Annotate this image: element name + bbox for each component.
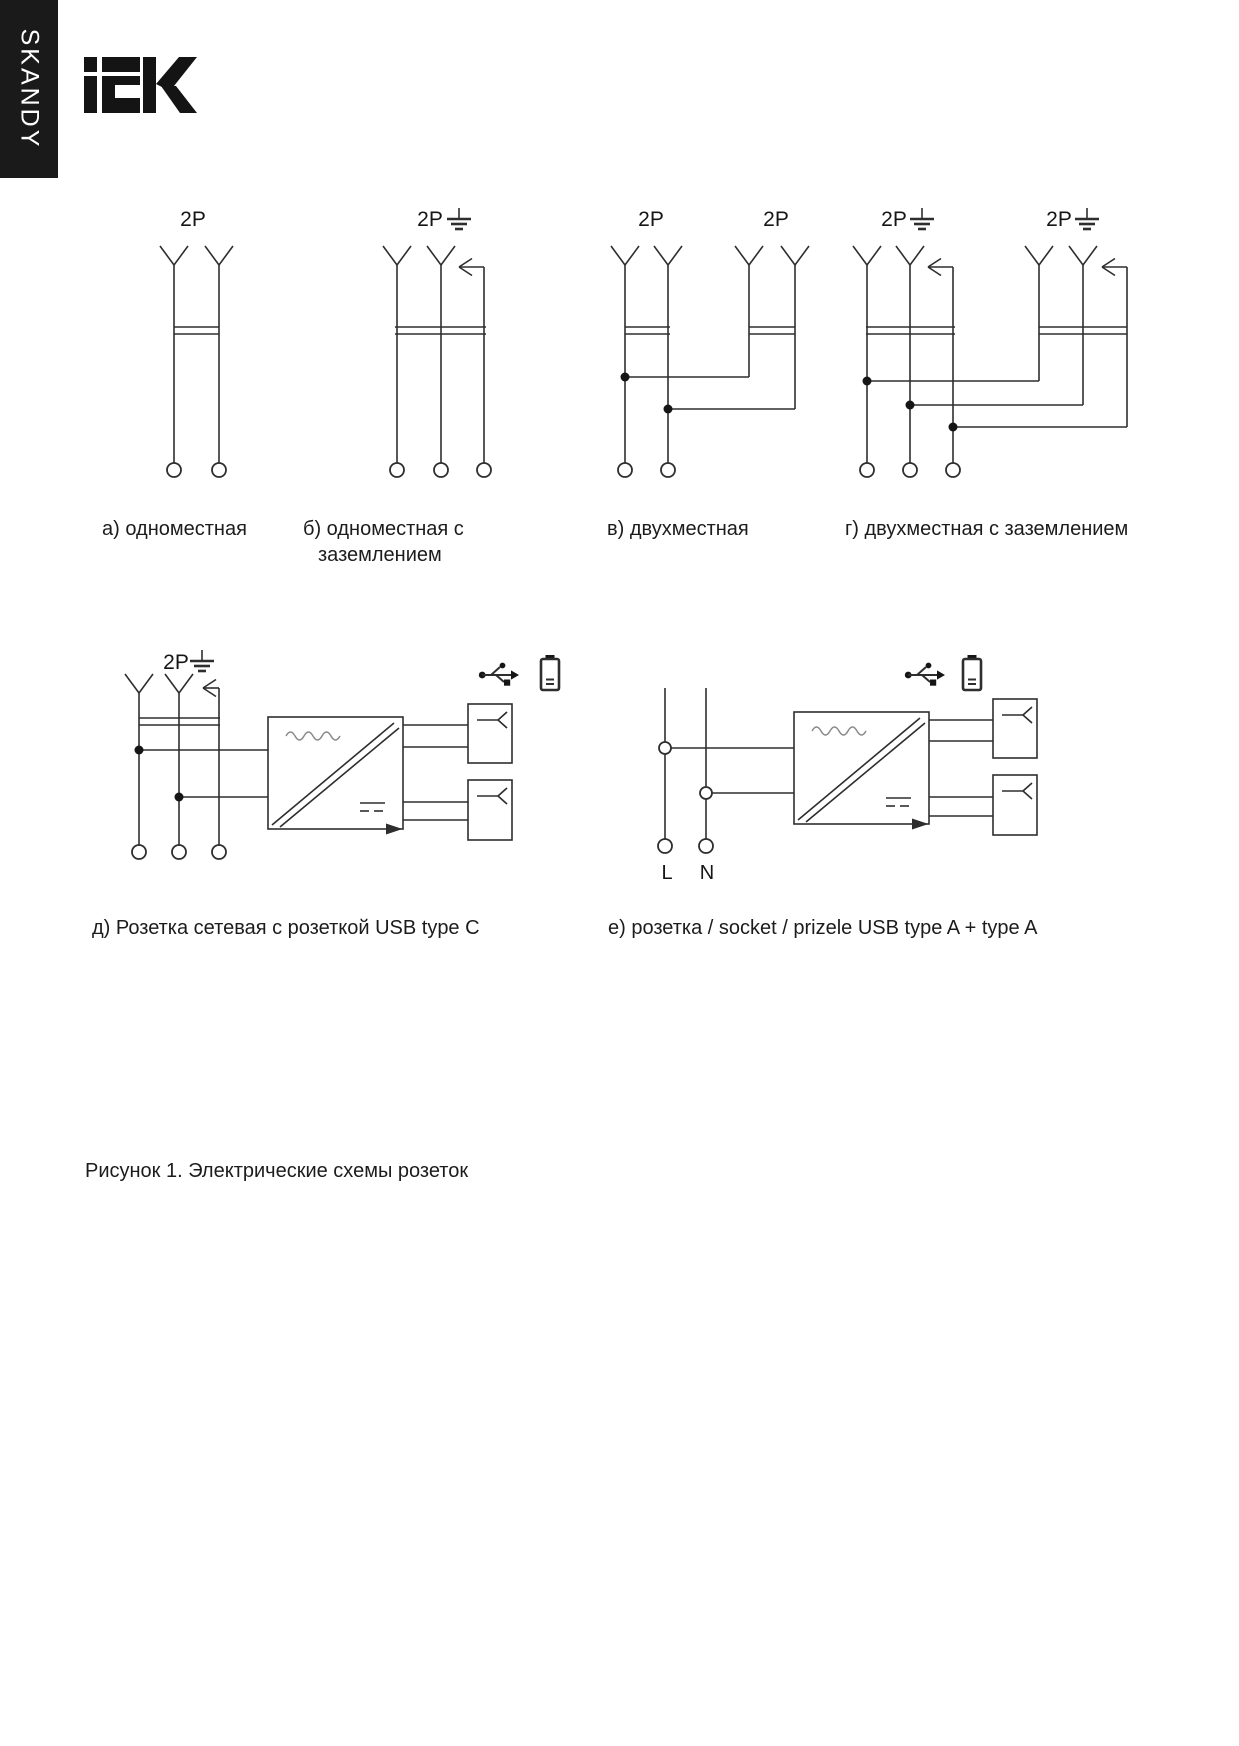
product-name-vertical: SKANDY [15, 28, 44, 150]
caption-b [303, 516, 464, 568]
caption-a: а) одноместная [102, 518, 247, 540]
figure-caption: Рисунок 1. Электрические схемы розеток [85, 1160, 469, 1182]
socket-contact-icon [383, 246, 411, 265]
socket-contact-icon [1069, 246, 1097, 265]
socket-contact-icon [611, 246, 639, 265]
socket-contact-icon [427, 246, 455, 265]
socket-contact-icon [160, 246, 188, 265]
caption-v: в) двухместная [607, 518, 749, 540]
caption-b-line1: б) одноместная с [303, 518, 464, 540]
pole-label: 2P [417, 208, 443, 231]
terminal-n-label: N [699, 862, 715, 884]
caption-b-line2: заземлением [318, 544, 442, 566]
caption-g: г) двухместная с заземлением [845, 518, 1129, 540]
ac-dc-converter-icon [268, 717, 403, 835]
ground-icon [1075, 208, 1099, 229]
diagram-v-double-socket [611, 208, 809, 477]
ground-icon [447, 208, 471, 229]
pole-label: 2P [163, 651, 189, 674]
battery-icon [963, 655, 981, 690]
ground-icon [910, 208, 934, 229]
pole-label: 2P [638, 208, 664, 231]
socket-contact-icon [125, 674, 153, 693]
socket-contact-icon [735, 246, 763, 265]
battery-icon [541, 655, 559, 690]
socket-contact-icon [1025, 246, 1053, 265]
diagram-e-socket-usb-type-a [658, 655, 1037, 884]
usb-icon [479, 663, 519, 686]
ground-icon [190, 650, 214, 671]
socket-contact-icon [781, 246, 809, 265]
caption-e: е) розетка / socket / prizele USB type A + type A [608, 917, 1038, 939]
pole-label: 2P [1046, 208, 1072, 231]
diagram-d-socket-usb-type-c [125, 650, 559, 859]
terminal-l-label: L [661, 862, 673, 884]
socket-contact-icon [654, 246, 682, 265]
socket-contact-icon [896, 246, 924, 265]
diagram-g-double-socket-grounded [853, 208, 1127, 477]
usb-icon [905, 663, 945, 686]
pole-label: 2P [881, 208, 907, 231]
caption-d: д) Розетка сетевая с розеткой USB type C [92, 917, 480, 939]
pole-label: 2P [180, 208, 206, 231]
pole-label: 2P [763, 208, 789, 231]
diagram-b-single-socket-grounded [383, 208, 491, 477]
diagram-a-single-socket [160, 208, 233, 477]
ac-dc-converter-icon [794, 712, 929, 830]
socket-contact-icon [853, 246, 881, 265]
socket-contact-icon [165, 674, 193, 693]
socket-contact-icon [205, 246, 233, 265]
